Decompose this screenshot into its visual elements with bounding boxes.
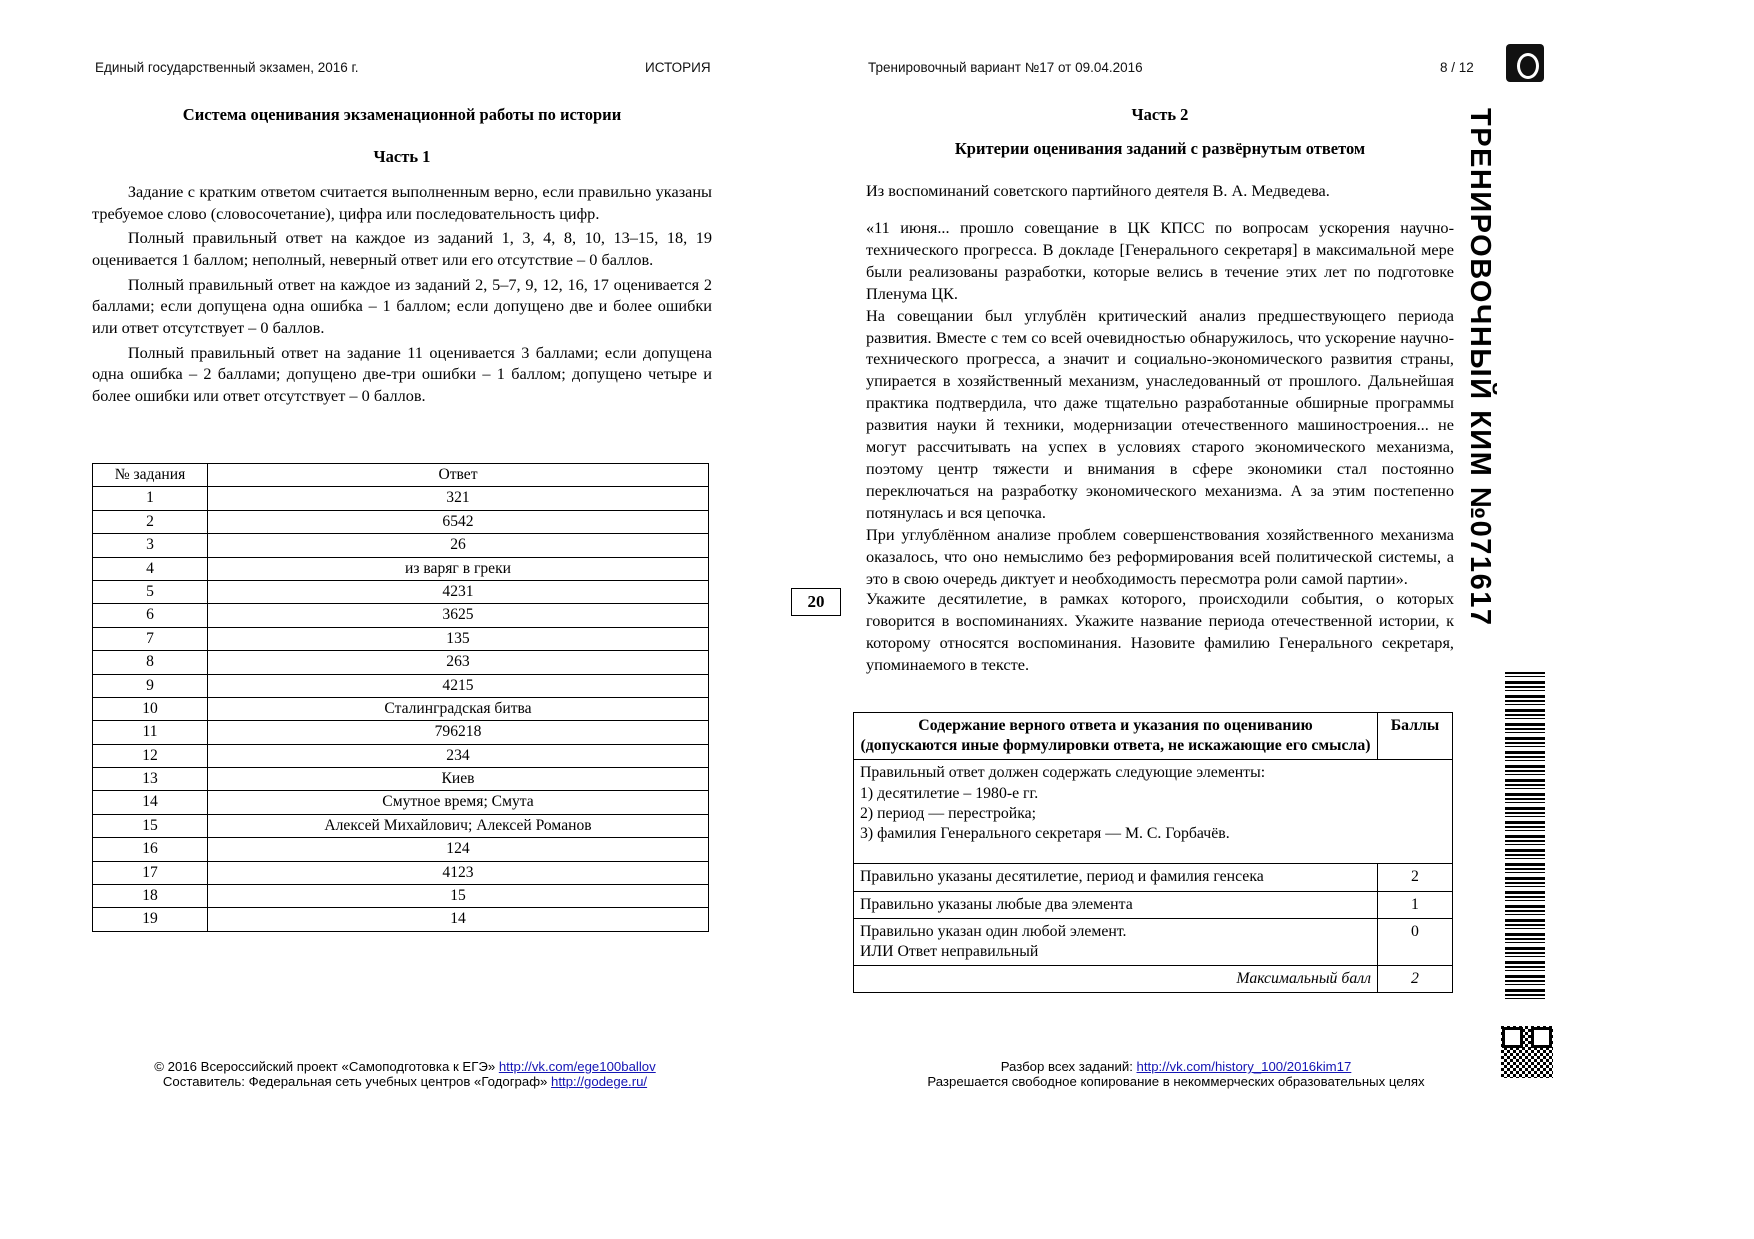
answer-cell: 4231 — [208, 580, 709, 603]
answer-cell: 135 — [208, 627, 709, 650]
criteria-row-points: 2 — [1378, 864, 1453, 891]
criteria-table — [853, 712, 1453, 993]
qr-code-icon — [1501, 1026, 1553, 1078]
footer-right-link-1[interactable]: http://vk.com/history_100/2016kim17 — [1136, 1059, 1352, 1074]
part-1-heading: Часть 1 — [373, 147, 431, 166]
task-number-cell: 16 — [93, 838, 208, 861]
source-line: Из воспоминаний советского партийного деятеля В. А. Медведева. — [866, 181, 1330, 200]
answer-cell: 14 — [208, 908, 709, 931]
table-row — [93, 510, 709, 533]
criteria-heading: Критерии оценивания заданий с развёрнутым ответом — [954, 139, 1366, 158]
part-2-heading: Часть 2 — [1131, 105, 1189, 124]
table-row — [93, 487, 709, 510]
criteria-max-points: 2 — [1378, 966, 1453, 993]
criteria-row — [854, 864, 1453, 891]
task-number-cell: 7 — [93, 627, 208, 650]
task-number-cell: 11 — [93, 721, 208, 744]
task-number-cell: 9 — [93, 674, 208, 697]
task-number-cell: 1 — [93, 487, 208, 510]
answer-cell: Смутное время; Смута — [208, 791, 709, 814]
criteria-answer-block: Правильный ответ должен содержать следующие элементы: 1) десятилетие – 1980-е гг. 2) период — перестройка; 3) фамилия Генерального секретаря — М. С. Горбачёв. — [854, 760, 1453, 864]
footer-left — [95, 1059, 715, 1089]
table-row — [93, 580, 709, 603]
footer-left-link-2[interactable]: http://godege.ru/ — [551, 1074, 648, 1089]
quote-paragraph-1: «11 июня... прошло совещание в ЦК КПСС по вопросам ускорения научно-технического прогресса. В докладе [Генерального секретаря] в максимальной мере были реализованы разработки, которые велись в течение этих лет по подготовке Пленума ЦК. — [866, 218, 1454, 303]
barcode-icon — [1505, 672, 1545, 1002]
task-number-cell: 3 — [93, 534, 208, 557]
task-number-cell: 14 — [93, 791, 208, 814]
answer-cell: 4215 — [208, 674, 709, 697]
criteria-row-points: 0 — [1378, 918, 1453, 965]
answer-cell: 3625 — [208, 604, 709, 627]
answer-cell: Алексей Михайлович; Алексей Романов — [208, 814, 709, 837]
answer-cell: из варяг в греки — [208, 557, 709, 580]
criteria-row-text: Правильно указаны любые два элемента — [854, 891, 1378, 918]
header-variant: Тренировочный вариант №17 от 09.04.2016 — [868, 60, 1143, 75]
header-exam-name: Единый государственный экзамен, 2016 г. — [95, 60, 359, 75]
task-number-cell: 5 — [93, 580, 208, 603]
table-row — [93, 791, 709, 814]
table-row — [93, 744, 709, 767]
table-row — [93, 604, 709, 627]
task-text: Укажите десятилетие, в рамках которого, происходили события, о которых говорится в воспоминаниях. Укажите название периода отечественной истории, к которому относятся воспоминания. Назовите фамилию Генерального секретаря, упоминаемого в тексте. — [866, 589, 1454, 674]
task-number-cell: 2 — [93, 510, 208, 533]
table-row — [93, 814, 709, 837]
header-subject: ИСТОРИЯ — [645, 60, 711, 75]
task-number-cell: 19 — [93, 908, 208, 931]
task-number-cell: 15 — [93, 814, 208, 837]
criteria-row-points: 1 — [1378, 891, 1453, 918]
task-number-cell: 4 — [93, 557, 208, 580]
task-number-cell: 12 — [93, 744, 208, 767]
quote-paragraph-2: На совещании был углублён критический анализ предшествующего периода развития. Вместе с тем со всей очевидностью обнаружилось, что ускорение научно-технического прогресса, а значит и социально-экономического развития страны, упирается в хозяйственный механизм, унаследованный от прошлого. Дальнейшая практика подтвердила, что даже тщательно разработанные обширные программы развития науки й техники, модернизации отечественного машиностроения... не могут рассчитывать на успех в условиях старого экономического механизма, поэтому центр тяжести и внимания в сфере экономики стал постоянно переключаться на разработку экономического механизма. А за этим постепенно потянулась и вся цепочка. — [866, 305, 1454, 522]
answer-cell: 321 — [208, 487, 709, 510]
publisher-logo-icon — [1506, 44, 1544, 82]
footer-right-line-2: Разрешается свободное копирование в некоммерческих образовательных целях — [927, 1074, 1425, 1089]
quote-paragraph-3: При углублённом анализе проблем совершенствования хозяйственного механизма оказалось, что оно немыслимо без реформирования всей политической системы, а это в свою очередь диктует и необходимость пересмотра роли самой партии». — [866, 524, 1454, 588]
task-number-cell: 8 — [93, 651, 208, 674]
criteria-header-points: Баллы — [1378, 713, 1453, 760]
answer-cell: 6542 — [208, 510, 709, 533]
table-row — [93, 557, 709, 580]
answer-cell: 234 — [208, 744, 709, 767]
criteria-header-content: Содержание верного ответа и указания по оцениванию (допускаются иные формулировки ответа, не искажающие его смысла) — [854, 713, 1378, 760]
criteria-row — [854, 918, 1453, 965]
page-title: Система оценивания экзаменационной работы по истории — [182, 105, 622, 124]
right-column — [866, 105, 1454, 589]
scoring-paragraph-4: Полный правильный ответ на задание 11 оценивается 3 баллами; если допущена одна ошибка – 2 баллами; допущено две-три ошибки – 1 баллом; допущено четыре и более ошибки или ответ отсутствует – 0 баллов. — [92, 342, 712, 406]
footer-right-line-1 — [866, 1059, 1486, 1074]
task-number-cell: 10 — [93, 697, 208, 720]
table-row — [93, 908, 709, 931]
table-row — [93, 627, 709, 650]
criteria-row-text: Правильно указан один любой элемент. ИЛИ Ответ неправильный — [854, 918, 1378, 965]
task-number-cell: 6 — [93, 604, 208, 627]
task-number-cell: 17 — [93, 861, 208, 884]
footer-left-link-1[interactable]: http://vk.com/ege100ballov — [498, 1059, 656, 1074]
footer-left-text-1: © 2016 Всероссийский проект «Самоподготовка к ЕГЭ» — [154, 1059, 499, 1074]
criteria-max-label: Максимальный балл — [854, 966, 1378, 993]
answer-cell: 15 — [208, 885, 709, 908]
answers-table — [92, 463, 709, 932]
table-row — [93, 674, 709, 697]
answer-cell: 796218 — [208, 721, 709, 744]
footer-left-text-2: Составитель: Федеральная сеть учебных центров «Годограф» — [162, 1074, 552, 1089]
answers-table-header-cell: № задания — [93, 464, 208, 487]
footer-left-line-1 — [95, 1059, 715, 1074]
table-row — [93, 861, 709, 884]
table-row — [93, 534, 709, 557]
answer-cell: 26 — [208, 534, 709, 557]
left-column — [92, 105, 712, 410]
footer-left-line-2 — [95, 1074, 715, 1089]
task-number-cell: 13 — [93, 768, 208, 791]
scoring-paragraph-2: Полный правильный ответ на каждое из заданий 1, 3, 4, 8, 10, 13–15, 18, 19 оценивается 1 баллом; неполный, неверный ответ или его отсутствие – 0 баллов. — [92, 228, 712, 270]
answer-cell: Киев — [208, 768, 709, 791]
header-page-number: 8 / 12 — [1440, 60, 1474, 75]
scoring-paragraph-1: Задание с кратким ответом считается выполненным верно, если правильно указаны требуемое слово (словосочетание), цифра или последовательность цифр. — [92, 182, 712, 223]
table-row — [93, 838, 709, 861]
task-number-cell: 18 — [93, 885, 208, 908]
answers-table-header-row — [93, 464, 709, 487]
table-row — [93, 721, 709, 744]
answers-table-header-cell: Ответ — [208, 464, 709, 487]
answer-cell: 263 — [208, 651, 709, 674]
table-row — [93, 768, 709, 791]
vertical-kim-label: ТРЕНИРОВОЧНЫЙ КИМ №071617 — [1464, 108, 1496, 627]
table-row — [93, 885, 709, 908]
criteria-header-row — [854, 713, 1453, 760]
footer-right — [866, 1059, 1486, 1089]
answer-cell: 124 — [208, 838, 709, 861]
footer-right-text-1: Разбор всех заданий: — [1000, 1059, 1137, 1074]
criteria-answer-row — [854, 760, 1453, 864]
criteria-row-text: Правильно указаны десятилетие, период и фамилия генсека — [854, 864, 1378, 891]
scoring-paragraph-3: Полный правильный ответ на каждое из заданий 2, 5–7, 9, 12, 16, 17 оценивается 2 баллами; если допущена одна ошибка – 1 баллом; если допущено две и более ошибки или ответ отсутствует – 0 баллов. — [92, 274, 712, 338]
criteria-row — [854, 891, 1453, 918]
answer-cell: 4123 — [208, 861, 709, 884]
table-row — [93, 651, 709, 674]
table-row — [93, 697, 709, 720]
criteria-max-row — [854, 966, 1453, 993]
answer-cell: Сталинградская битва — [208, 697, 709, 720]
task-number-box: 20 — [791, 588, 841, 616]
